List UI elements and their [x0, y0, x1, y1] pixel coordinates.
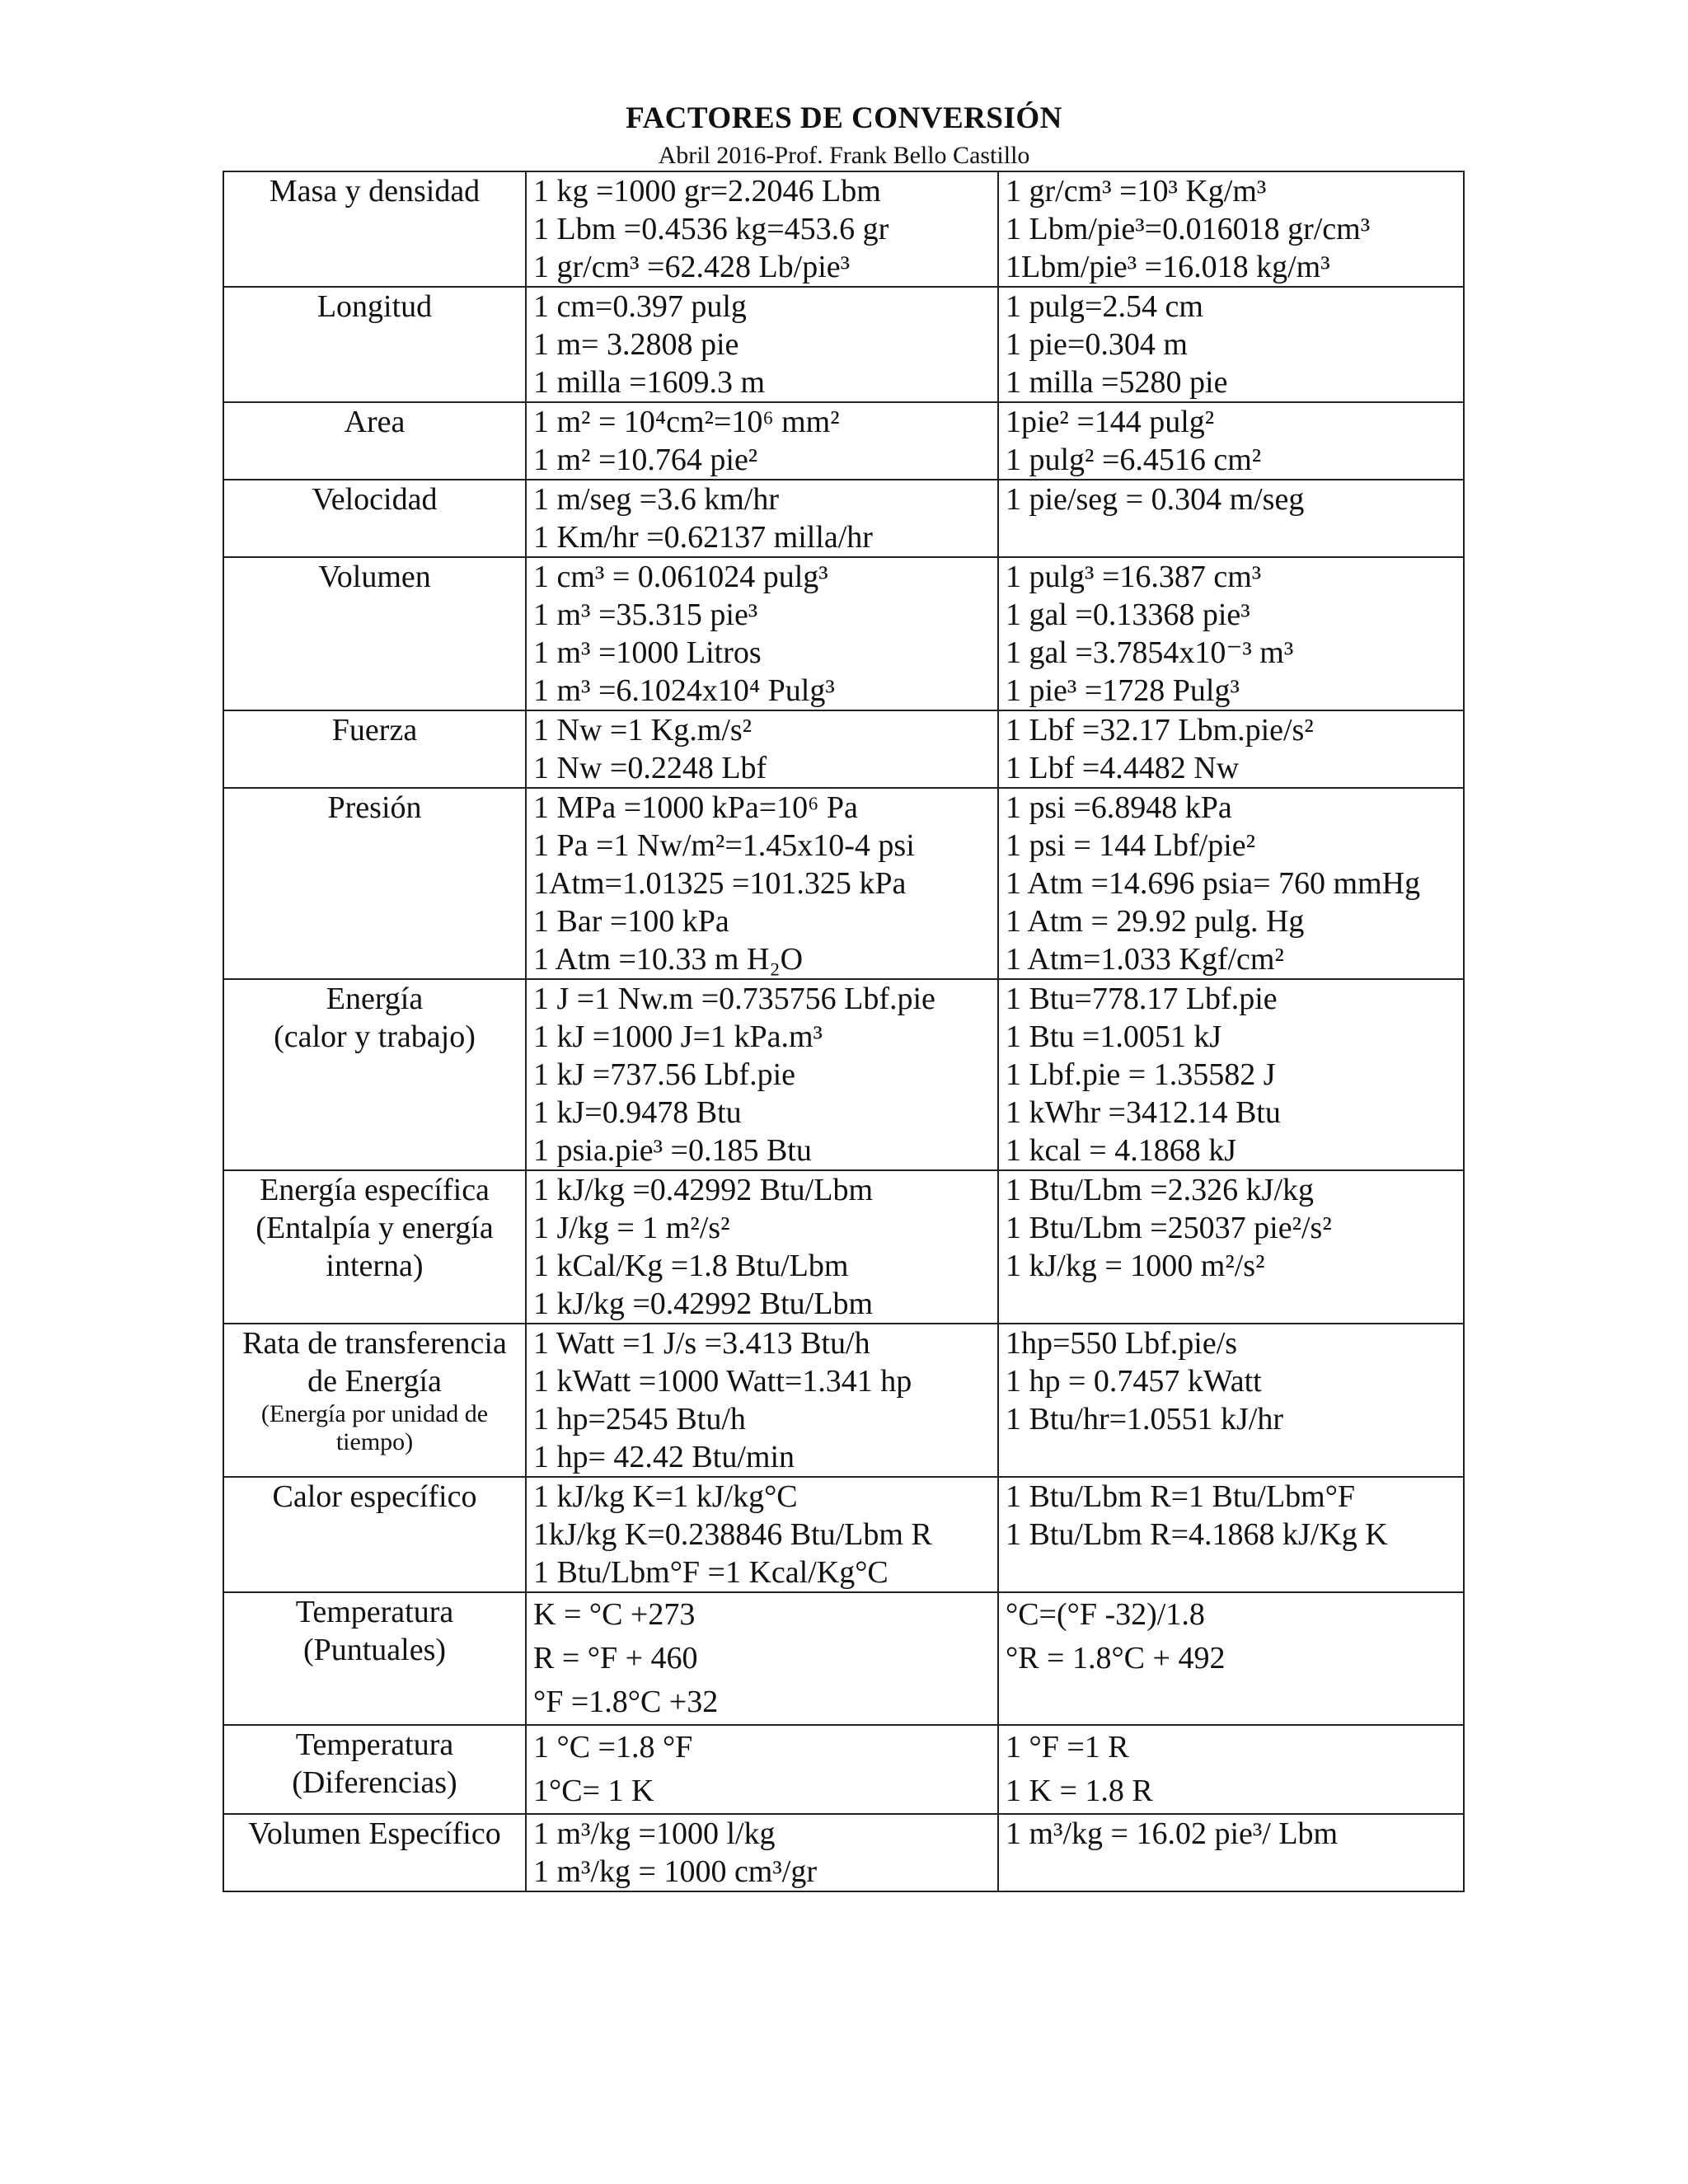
table-row [223, 1592, 1464, 1725]
conversion-line: 1 milla =1609.3 m [533, 365, 766, 400]
conversion-line: 1 Atm =14.696 psia= 760 mmHg [1006, 866, 1421, 901]
conversion-line: 1 m² = 10⁴cm²=10⁶ mm² [533, 405, 840, 439]
conversion-line: 1 °C =1.8 °F [533, 1730, 693, 1765]
conversion-line: 1 Atm=1.033 Kgf/cm² [1006, 942, 1284, 977]
right-conversions-cell [998, 1324, 1464, 1477]
conversion-line: 1 hp=2545 Btu/h [533, 1402, 746, 1436]
right-conversions-cell [998, 1477, 1464, 1592]
conversion-line: 1 Btu =1.0051 kJ [1006, 1019, 1222, 1054]
category-label: de Energía [307, 1364, 442, 1399]
category-cell [223, 1170, 526, 1324]
conversion-line: 1Atm=1.01325 =101.325 kPa [533, 866, 907, 901]
conversion-line: 1 Lbf.pie = 1.35582 J [1006, 1057, 1276, 1092]
conversion-line: 1 m³ =35.315 pie³ [533, 598, 758, 632]
category-label: Velocidad [312, 482, 438, 517]
left-conversions-cell [526, 1592, 998, 1725]
conversion-line: 1 MPa =1000 kPa=10⁶ Pa [533, 790, 858, 825]
category-label: (Diferencias) [292, 1765, 457, 1800]
table-row [223, 788, 1464, 979]
conversion-line: 1 Btu/Lbm =2.326 kJ/kg [1006, 1173, 1315, 1207]
conversion-line: 1 Atm =10.33 m H₂O [533, 942, 804, 977]
conversion-line: 1 J/kg = 1 m²/s² [533, 1211, 730, 1245]
conversion-line: 1 pie=0.304 m [1006, 327, 1188, 362]
conversion-table-body [223, 171, 1464, 1891]
category-label: Area [344, 405, 406, 439]
conversion-line: 1 Lbm/pie³=0.016018 gr/cm³ [1006, 212, 1371, 246]
category-label: Temperatura [295, 1595, 454, 1629]
right-conversions-cell [998, 710, 1464, 788]
category-cell [223, 979, 526, 1170]
conversion-line: 1 pulg³ =16.387 cm³ [1006, 560, 1262, 594]
category-note: (Energía por unidad de [260, 1400, 489, 1427]
table-row [223, 1324, 1464, 1477]
conversion-line: 1 Nw =0.2248 Lbf [533, 751, 767, 785]
left-conversions-cell [526, 788, 998, 979]
conversion-line: 1 pie³ =1728 Pulg³ [1006, 673, 1240, 708]
category-label: Fuerza [331, 713, 418, 748]
right-conversions-cell [998, 480, 1464, 557]
table-row [223, 710, 1464, 788]
conversion-line: 1 kcal = 4.1868 kJ [1006, 1133, 1237, 1168]
conversion-line: 1hp=550 Lbf.pie/s [1006, 1326, 1238, 1361]
conversion-line: 1 m= 3.2808 pie [533, 327, 739, 362]
conversion-line: 1 cm³ = 0.061024 pulg³ [533, 560, 828, 594]
table-row [223, 287, 1464, 402]
conversion-line: 1 m³ =1000 Litros [533, 635, 762, 670]
left-conversions-cell [526, 1477, 998, 1592]
conversion-line: 1 pulg=2.54 cm [1006, 289, 1203, 324]
category-cell [223, 1477, 526, 1592]
conversion-line: 1 Pa =1 Nw/m²=1.45x10-4 psi [533, 828, 915, 863]
conversion-line: 1 pie/seg = 0.304 m/seg [1006, 482, 1305, 517]
conversion-line: 1 kJ/kg K=1 kJ/kg°C [533, 1479, 798, 1514]
conversion-line: 1 cm=0.397 pulg [533, 289, 747, 324]
conversion-line: 1 kJ =737.56 Lbf.pie [533, 1057, 796, 1092]
conversion-line: 1 kJ/kg =0.42992 Btu/Lbm [533, 1286, 874, 1321]
conversion-line: 1 kJ/kg =0.42992 Btu/Lbm [533, 1173, 874, 1207]
conversion-line: 1 Btu=778.17 Lbf.pie [1006, 982, 1278, 1016]
conversion-line: 1 Lbf =4.4482 Nw [1006, 751, 1240, 785]
conversion-line: 1 psia.pie³ =0.185 Btu [533, 1133, 812, 1168]
left-conversions-cell [526, 557, 998, 710]
category-label: Longitud [316, 289, 433, 324]
category-cell [223, 1592, 526, 1725]
table-row [223, 171, 1464, 287]
category-cell [223, 480, 526, 557]
conversion-line: 1 kCal/Kg =1.8 Btu/Lbm [533, 1249, 849, 1283]
conversion-line: °R = 1.8°C + 492 [1006, 1641, 1226, 1675]
conversion-line: 1Lbm/pie³ =16.018 kg/m³ [1006, 250, 1330, 284]
conversion-line: 1 Btu/Lbm =25037 pie²/s² [1006, 1211, 1332, 1245]
conversion-line: 1 hp = 0.7457 kWatt [1006, 1364, 1262, 1399]
conversion-line: 1 Lbm =0.4536 kg=453.6 gr [533, 212, 889, 246]
conversion-line: 1 Btu/Lbm°F =1 Kcal/Kg°C [533, 1555, 889, 1590]
category-cell [223, 1814, 526, 1891]
left-conversions-cell [526, 171, 998, 287]
category-cell [223, 1725, 526, 1814]
conversion-line: 1 Watt =1 J/s =3.413 Btu/h [533, 1326, 870, 1361]
conversion-line: K = °C +273 [533, 1597, 696, 1632]
table-row [223, 402, 1464, 480]
conversion-line: 1 hp= 42.42 Btu/min [533, 1440, 795, 1474]
category-label: Presión [327, 790, 422, 825]
conversion-line: 1 °F =1 R [1006, 1730, 1129, 1765]
category-cell [223, 788, 526, 979]
category-label: Energía específica [260, 1173, 490, 1207]
conversion-line: °C=(°F -32)/1.8 [1006, 1597, 1205, 1632]
conversion-line: 1 gr/cm³ =10³ Kg/m³ [1006, 174, 1267, 209]
conversion-line: 1 J =1 Nw.m =0.735756 Lbf.pie [533, 982, 935, 1016]
conversion-line: 1 gal =3.7854x10⁻³ m³ [1006, 635, 1294, 670]
conversion-line: 1 Btu/Lbm R=4.1868 kJ/Kg K [1006, 1517, 1388, 1552]
category-label: Calor específico [272, 1479, 477, 1514]
conversion-line: 1 Km/hr =0.62137 milla/hr [533, 520, 873, 555]
conversion-line: 1 m³ =6.1024x10⁴ Pulg³ [533, 673, 835, 708]
table-row [223, 1814, 1464, 1891]
conversion-line: 1 psi =6.8948 kPa [1006, 790, 1232, 825]
right-conversions-cell [998, 402, 1464, 480]
conversion-line: 1 kg =1000 gr=2.2046 Lbm [533, 174, 881, 209]
right-conversions-cell [998, 171, 1464, 287]
conversion-line: 1 Bar =100 kPa [533, 904, 729, 939]
conversion-line: 1 gal =0.13368 pie³ [1006, 598, 1250, 632]
category-label: (Entalpía y energía [256, 1211, 494, 1245]
conversion-line: 1 Atm = 29.92 pulg. Hg [1006, 904, 1305, 939]
category-cell [223, 287, 526, 402]
right-conversions-cell [998, 979, 1464, 1170]
conversion-line: 1 Btu/Lbm R=1 Btu/Lbm°F [1006, 1479, 1356, 1514]
conversion-line: 1 kWhr =3412.14 Btu [1006, 1095, 1281, 1130]
conversion-line: 1 m/seg =3.6 km/hr [533, 482, 779, 517]
conversion-line: 1 kWatt =1000 Watt=1.341 hp [533, 1364, 912, 1399]
left-conversions-cell [526, 1725, 998, 1814]
right-conversions-cell [998, 557, 1464, 710]
category-cell [223, 710, 526, 788]
right-conversions-cell [998, 1814, 1464, 1891]
conversion-line: 1 kJ=0.9478 Btu [533, 1095, 742, 1130]
conversion-line: 1kJ/kg K=0.238846 Btu/Lbm R [533, 1517, 932, 1552]
category-cell [223, 402, 526, 480]
category-label: interna) [326, 1249, 424, 1283]
table-row [223, 1170, 1464, 1324]
category-label: Energía [326, 982, 424, 1016]
conversion-line: 1 milla =5280 pie [1006, 365, 1228, 400]
table-row [223, 480, 1464, 557]
table-row [223, 557, 1464, 710]
category-cell [223, 557, 526, 710]
left-conversions-cell [526, 1814, 998, 1891]
conversion-line: 1 gr/cm³ =62.428 Lb/pie³ [533, 250, 851, 284]
table-row [223, 1725, 1464, 1814]
conversion-line: 1 m³/kg =1000 l/kg [533, 1816, 776, 1851]
right-conversions-cell [998, 1170, 1464, 1324]
conversion-line: 1°C= 1 K [533, 1774, 654, 1808]
conversion-line: 1 Btu/hr=1.0551 kJ/hr [1006, 1402, 1284, 1436]
conversion-line: 1 m³/kg = 16.02 pie³/ Lbm [1006, 1816, 1339, 1851]
right-conversions-cell [998, 788, 1464, 979]
conversion-line: 1 Lbf =32.17 Lbm.pie/s² [1006, 713, 1314, 748]
left-conversions-cell [526, 710, 998, 788]
conversion-line: 1 pulg² =6.4516 cm² [1006, 443, 1262, 477]
conversion-line: 1 kJ =1000 J=1 kPa.m³ [533, 1019, 823, 1054]
category-label: Masa y densidad [269, 174, 481, 209]
conversion-line: °F =1.8°C +32 [533, 1685, 719, 1719]
left-conversions-cell [526, 402, 998, 480]
conversion-line: 1 Nw =1 Kg.m/s² [533, 713, 753, 748]
left-conversions-cell [526, 1170, 998, 1324]
table-row [223, 979, 1464, 1170]
conversion-table [223, 171, 1465, 1892]
conversion-line: 1 kJ/kg = 1000 m²/s² [1006, 1249, 1265, 1283]
right-conversions-cell [998, 1725, 1464, 1814]
right-conversions-cell [998, 1592, 1464, 1725]
left-conversions-cell [526, 1324, 998, 1477]
table-row [223, 1477, 1464, 1592]
conversion-line: 1 m³/kg = 1000 cm³/gr [533, 1854, 817, 1889]
left-conversions-cell [526, 480, 998, 557]
page-subtitle: Abril 2016-Prof. Frank Bello Castillo [658, 142, 1030, 169]
category-cell [223, 1324, 526, 1477]
conversion-line: R = °F + 460 [533, 1641, 698, 1675]
category-label: (Puntuales) [302, 1633, 447, 1667]
conversion-line: 1 psi = 144 Lbf/pie² [1006, 828, 1256, 863]
category-label: Volumen [318, 560, 431, 594]
category-label: Volumen Específico [248, 1816, 501, 1851]
category-label: Temperatura [295, 1727, 454, 1762]
category-label: Rata de transferencia [242, 1326, 507, 1361]
category-note: tiempo) [335, 1428, 414, 1455]
category-cell [223, 171, 526, 287]
right-conversions-cell [998, 287, 1464, 402]
left-conversions-cell [526, 287, 998, 402]
page-title: FACTORES DE CONVERSIÓN [626, 101, 1062, 135]
conversion-line: 1pie² =144 pulg² [1006, 405, 1215, 439]
left-conversions-cell [526, 979, 998, 1170]
category-label: (calor y trabajo) [274, 1019, 476, 1054]
conversion-line: 1 K = 1.8 R [1006, 1774, 1153, 1808]
conversion-line: 1 m² =10.764 pie² [533, 443, 758, 477]
